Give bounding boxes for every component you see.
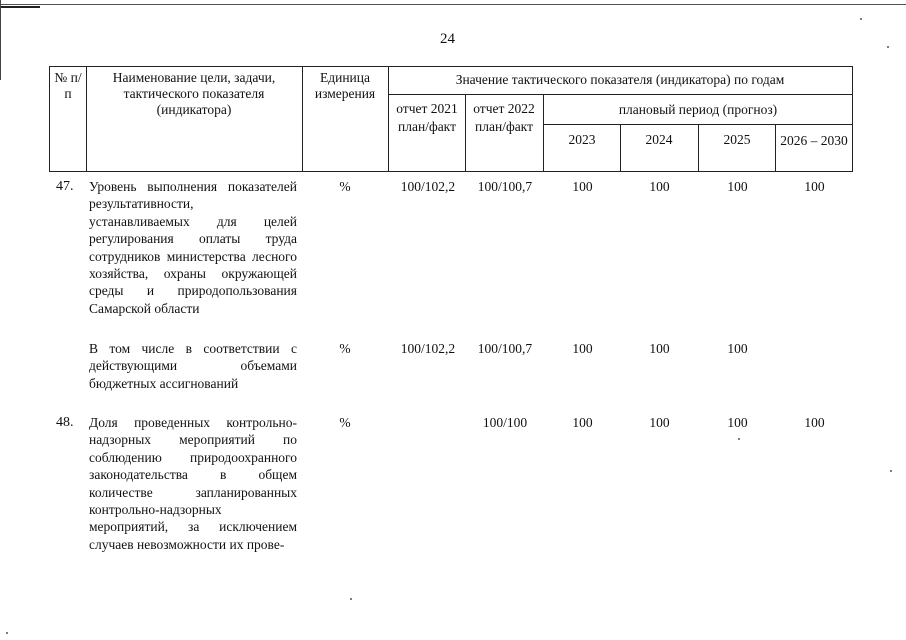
- scan-border-line: [0, 4, 906, 5]
- table-col-divider: [620, 124, 621, 172]
- table-col-divider: [543, 94, 544, 172]
- table-col-divider: [302, 66, 303, 172]
- row-value-2022: 100/100: [482, 415, 528, 430]
- row-value-2021: 100/102,2: [400, 179, 456, 194]
- row-value-2025: 100: [727, 415, 748, 430]
- scan-border-line: [0, 0, 1, 80]
- page-number: 24: [440, 31, 455, 47]
- row-value-2023: 100: [572, 179, 593, 194]
- table-col-divider: [465, 94, 466, 172]
- row-value-2021: 100/102,2: [400, 341, 456, 356]
- scan-border-line: [0, 6, 40, 8]
- row-value-2023: 100: [572, 415, 593, 430]
- header-col-2025: 2025: [723, 132, 751, 147]
- scan-speck: [350, 598, 352, 600]
- row-indicator-name: Уровень выполнения показателей результативности, устанавливаемых для целей регулирования оплаты труда сотрудников министерства лесного хозяйства, охраны окружающей среды и природопользования Самарской области: [89, 179, 297, 316]
- table-col-divider: [698, 124, 699, 172]
- row-unit: %: [339, 341, 351, 356]
- row-value-2022: 100/100,7: [477, 179, 533, 194]
- header-col-plan-period: плановый период (прогноз): [618, 102, 778, 117]
- header-col-2024: 2024: [645, 132, 673, 147]
- table-col-divider: [388, 66, 389, 172]
- row-number: 47.: [56, 179, 74, 194]
- row-value-2026-2030: 100: [804, 415, 825, 430]
- table-border-top: [49, 66, 852, 67]
- table-header-divider: [388, 94, 852, 95]
- header-col-name: Наименование цели, задачи, тактического показателя (индикатора): [112, 70, 276, 117]
- header-col-values: Значение тактического показателя (индикатора) по годам: [455, 72, 785, 87]
- scan-speck: [887, 46, 889, 48]
- table-col-divider: [86, 66, 87, 172]
- scan-speck: [890, 470, 892, 472]
- table-border-right: [852, 66, 853, 172]
- row-indicator-name: В том числе в соответствии с действующими объемами бюджетных ассигнований: [89, 341, 297, 391]
- row-value-2025: 100: [727, 179, 748, 194]
- scan-speck: [738, 438, 740, 440]
- row-value-2024: 100: [649, 415, 670, 430]
- table-border-left: [49, 66, 50, 172]
- table-col-divider: [775, 124, 776, 172]
- header-col-number: № п/п: [54, 70, 82, 101]
- row-value-2022: 100/100,7: [477, 341, 533, 356]
- row-number: 48.: [56, 415, 74, 430]
- header-col-2022: отчет 2022 план/факт: [473, 101, 535, 134]
- header-col-2021: отчет 2021 план/факт: [396, 101, 458, 134]
- row-value-2026-2030: 100: [804, 179, 825, 194]
- scan-speck: [860, 18, 862, 20]
- row-unit: %: [339, 179, 351, 194]
- header-col-unit: Единица измерения: [314, 70, 376, 101]
- row-value-2024: 100: [649, 341, 670, 356]
- row-value-2023: 100: [572, 341, 593, 356]
- row-indicator-name: Доля проведенных контрольно-надзорных мероприятий по соблюдению природоохранного законодательства в общем количестве запланированных контрольно-надзорных мероприятий, за исключением случаев невозможности их прове-: [89, 415, 297, 552]
- table-header-bottom: [49, 171, 852, 172]
- row-value-2024: 100: [649, 179, 670, 194]
- header-col-2026-2030: 2026 – 2030: [780, 133, 848, 148]
- row-unit: %: [339, 415, 351, 430]
- row-value-2025: 100: [727, 341, 748, 356]
- scan-speck: [6, 632, 8, 634]
- header-col-2023: 2023: [568, 132, 596, 147]
